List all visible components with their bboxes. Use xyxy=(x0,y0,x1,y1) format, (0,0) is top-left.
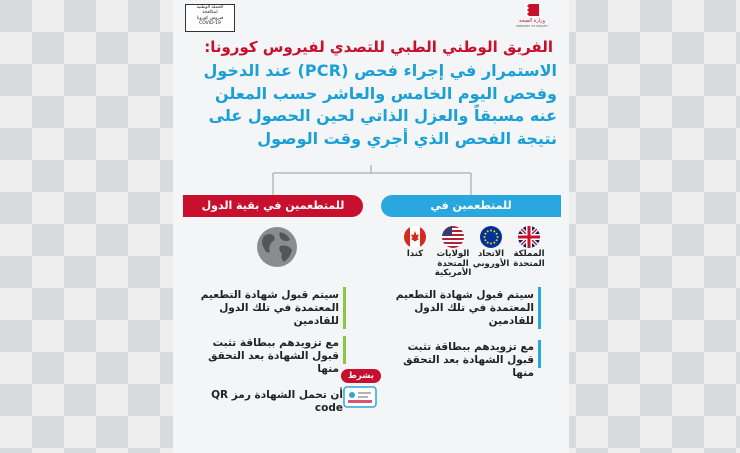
id-card-icon xyxy=(343,386,377,408)
campaign-logo-line: الحملة الوطنية xyxy=(196,5,224,10)
flag-label-eu: الاتحاد الأوروبي xyxy=(472,249,510,269)
ministry-logo xyxy=(509,4,555,30)
campaign-logo-line: لمكافحة xyxy=(202,10,218,16)
flag-label-uk: المملكة المتحدة xyxy=(513,249,545,269)
campaign-logo-line: COVID-19 xyxy=(199,21,221,27)
blue-point-1: سيتم قبول شهادة التطعيم المعتمدة في تلك الدول للقادمين xyxy=(395,289,534,327)
campaign-logo xyxy=(185,4,235,32)
red-point-2: مع تزويدهم ببطاقة تثبت قبول الشهادة بعد التحقق منها xyxy=(208,337,339,375)
uk-flag-icon xyxy=(518,226,540,248)
listed-countries-banner: للمتطعمين في xyxy=(381,195,561,217)
headline: الفريق الوطني الطبي للتصدي لفيروس كورونا: xyxy=(204,38,553,56)
point-bar xyxy=(343,287,346,329)
logo-text: وزارة الصحة xyxy=(519,18,545,24)
blue-point-2: مع تزويدهم ببطاقة تثبت قبول الشهادة بعد التحقق منها xyxy=(403,341,534,379)
point-bar xyxy=(538,340,541,368)
eu-flag-icon xyxy=(480,226,502,248)
condition-text: أن تحمل الشهادة رمز QR code xyxy=(211,389,343,414)
other-countries-banner: للمتطعمين في بقية الدول xyxy=(183,195,363,217)
campaign-logo-line: فيروس كورونا xyxy=(196,15,224,21)
flag-label-canada: كندا xyxy=(406,249,424,259)
globe-icon xyxy=(256,226,298,268)
crest-icon xyxy=(524,4,540,18)
canada-flag-icon xyxy=(404,226,426,248)
infographic-poster xyxy=(173,0,569,453)
logo-subtext: MINISTRY OF HEALTH xyxy=(516,24,548,28)
point-bar xyxy=(538,287,541,329)
announcement-text: الاستمرار في إجراء فحص (PCR) عند الدخول وفحص اليوم الخامس والعاشر حسب المعلن عنه مسبقاً والعزل الذاتي لحين الحصول على نتيجة الفحص الذي أجري وقت الوصول xyxy=(203,61,557,148)
condition-badge: بشرط xyxy=(341,369,381,383)
flag-label-us: الولايات المتحدة الأمريكية xyxy=(434,249,472,278)
point-bar xyxy=(343,336,346,364)
us-flag-icon xyxy=(442,226,464,248)
red-point-1: سيتم قبول شهادة التطعيم المعتمدة في تلك الدول للقادمين xyxy=(200,289,339,327)
